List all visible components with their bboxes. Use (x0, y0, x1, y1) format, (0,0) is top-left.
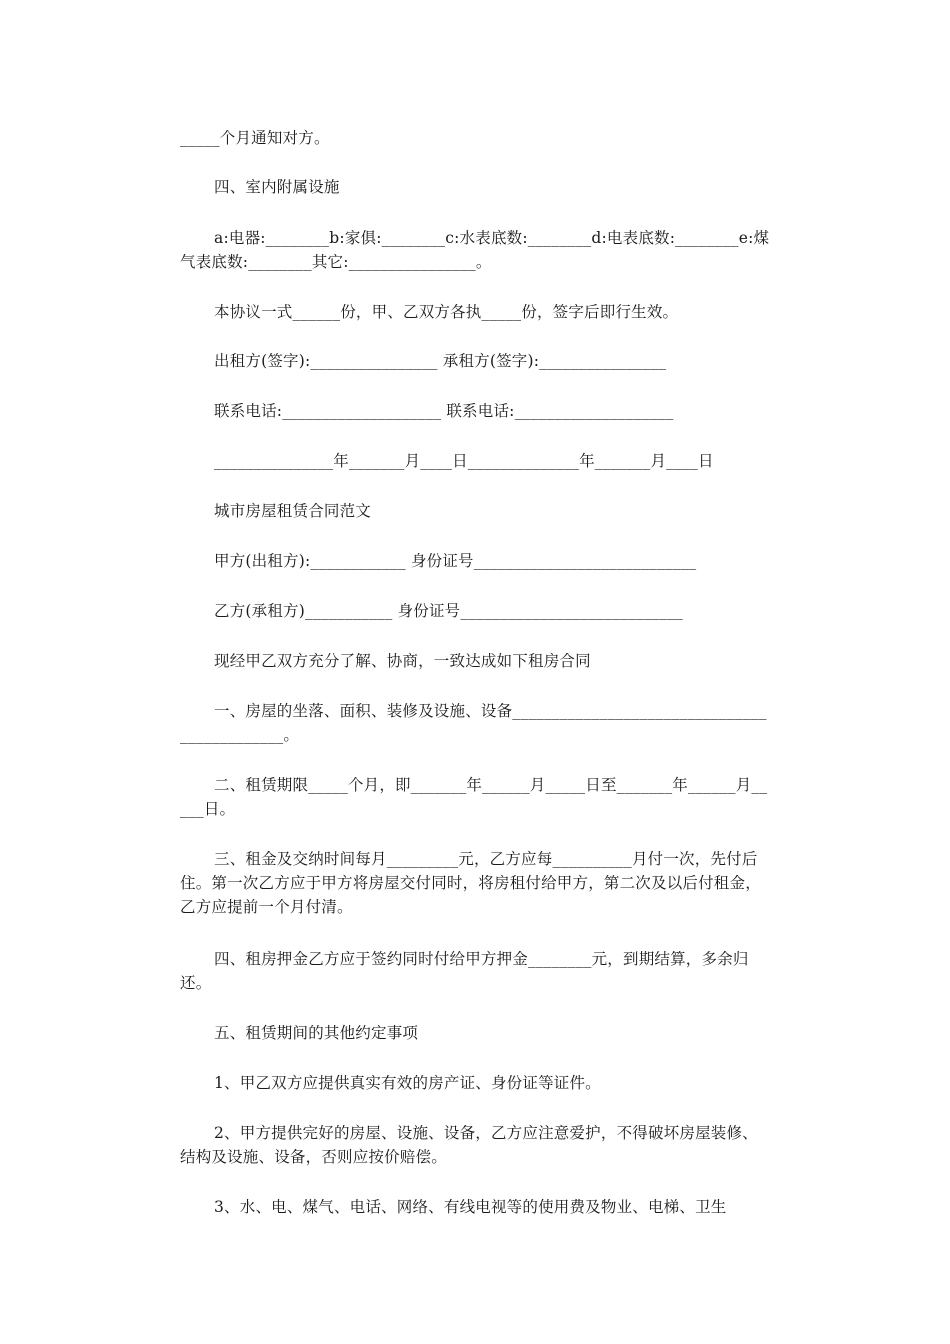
clause-1-premises: 一、房屋的坐落、面积、装修及设施、设备_____________________________________________。 (180, 702, 767, 744)
paragraph-dates: _______________年_______月____日______________年_______月____日 (214, 452, 714, 470)
paragraph-signatures: 出租方(签字):________________ 承租方(签字):________________ (214, 352, 667, 370)
paragraph-contact-phones: 联系电话:____________________ 联系电话:____________________ (214, 402, 674, 420)
heading-indoor-facilities: 四、室内附属设施 (214, 178, 340, 196)
clause-5-item-3: 3、水、电、煤气、电话、网络、有线电视等的使用费及物业、电梯、卫生 (214, 1198, 727, 1216)
clause-2-term: 二、租赁期限_____个月，即_______年______月_____日至_______年______月_____日。 (180, 776, 768, 818)
clause-5-item-2: 2、甲方提供完好的房屋、设施、设备，乙方应注意爱护，不得破坏房屋装修、结构及设施、设备，否则应按价赔偿。 (180, 1124, 758, 1166)
paragraph-party-a: 甲方(出租方):____________ 身份证号____________________________ (214, 552, 697, 570)
paragraph-agreement-intro: 现经甲乙双方充分了解、协商，一致达成如下租房合同 (214, 652, 591, 670)
document-title: 城市房屋租赁合同范文 (214, 502, 372, 520)
paragraph-party-b: 乙方(承租方)___________ 身份证号____________________________ (214, 602, 683, 620)
clause-4-deposit: 四、租房押金乙方应于签约同时付给甲方押金________元，到期结算，多余归还。 (180, 950, 749, 992)
clause-5-item-1: 1、甲乙双方应提供真实有效的房产证、身份证等证件。 (214, 1074, 601, 1092)
paragraph-facility-list: a:电器:________b:家俱:________c:水表底数:________d:电表底数:________e:煤气表底数:________其它:________________。 (180, 229, 770, 271)
paragraph-copies: 本协议一式______份，甲、乙双方各执_____份，签字后即行生效。 (214, 303, 679, 321)
paragraph-notice-months: _____个月通知对方。 (180, 129, 330, 147)
document-page (180, 0, 772, 1344)
clause-5-heading: 五、租赁期间的其他约定事项 (214, 1024, 419, 1042)
clause-3-rent: 三、租金及交纳时间每月_________元，乙方应每__________月付一次，先付后住。第一次乙方应于甲方将房屋交付同时，将房租付给甲方，第二次及以后付租金，乙方应提前一个月付清。 (180, 850, 761, 916)
